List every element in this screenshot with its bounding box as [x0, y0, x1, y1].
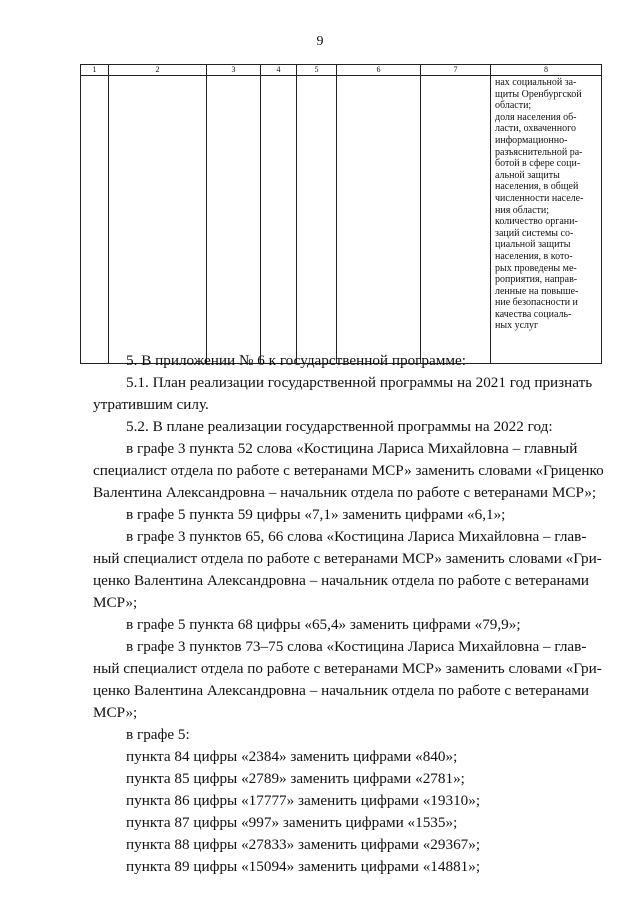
table-cell — [337, 76, 421, 364]
cell-line: роприятия, направ- — [495, 274, 578, 286]
paragraph-line: утратившим силу. — [93, 396, 209, 413]
cell-line: заций системы со- — [495, 227, 574, 239]
table-header-cell: 7 — [421, 65, 491, 76]
paragraph-line: пункта 86 цифры «17777» заменить цифрами «19310»; — [126, 792, 481, 809]
paragraph-line: специалист отдела по работе с ветеранами МСР» заменить словами «Гриценко — [93, 462, 604, 479]
cell-line: ных услуг — [495, 320, 539, 332]
paragraph-line: в графе 3 пунктов 73–75 слова «Костицина Лариса Михайловна – глав- — [126, 638, 587, 655]
paragraph-line: 5. В приложении № 6 к государственной программе: — [126, 352, 466, 369]
cell-line: альной защиты — [495, 169, 560, 181]
cell-line: населения, в кото- — [495, 250, 573, 262]
cell-line: нах социальной за- — [495, 77, 577, 88]
table-header-cell: 8 — [491, 65, 602, 76]
paragraph-line: ный специалист отдела по работе с ветеранами МСР» заменить словами «Гри- — [93, 660, 602, 677]
table-header-cell: 5 — [297, 65, 337, 76]
paragraph-line: 5.2. В плане реализации государственной программы на 2022 год: — [126, 418, 553, 435]
table-cell — [109, 76, 207, 364]
cell-line: ние безопасности и — [495, 297, 578, 309]
paragraph-line: пункта 87 цифры «997» заменить цифрами «1535»; — [126, 814, 458, 831]
page-number: 9 — [316, 34, 324, 49]
cell-line: ленные на повыше- — [495, 285, 579, 297]
paragraph-line: МСР»; — [93, 704, 138, 721]
table-cell — [81, 76, 109, 364]
table-header-cell: 1 — [81, 65, 109, 76]
table-header-cell: 4 — [261, 65, 297, 76]
cell-line: разъяснительной ра- — [495, 146, 583, 158]
paragraph-line: ценко Валентина Александровна – начальник отдела по работе с ветеранами — [93, 682, 590, 699]
paragraph-line: в графе 5: — [126, 726, 190, 743]
cell-line: рых проведены ме- — [495, 262, 577, 274]
paragraph-line: МСР»; — [93, 594, 138, 611]
cell-line: качества социаль- — [495, 308, 572, 320]
paragraph-line: в графе 5 пункта 68 цифры «65,4» заменить цифрами «79,9»; — [126, 616, 521, 633]
cell-line: доля населения об- — [495, 111, 577, 123]
paragraph-line: в графе 3 пунктов 65, 66 слова «Костицина Лариса Михайловна – глав- — [126, 528, 587, 545]
cell-line: щиты Оренбургской — [495, 88, 582, 100]
paragraph-line: пункта 85 цифры «2789» заменить цифрами «2781»; — [126, 770, 465, 787]
cell-line: ласти, охваченного — [495, 123, 576, 135]
table-cell — [207, 76, 261, 364]
paragraph-line: в графе 3 пункта 52 слова «Костицина Лариса Михайловна – главный — [126, 440, 578, 457]
appendix-table — [80, 64, 602, 364]
paragraph-line: ный специалист отдела по работе с ветеранами МСР» заменить словами «Гри- — [93, 550, 602, 567]
paragraph-line: Валентина Александровна – начальник отдела по работе с ветеранами МСР»; — [93, 484, 597, 501]
cell-line: циальной защиты — [495, 239, 571, 251]
table-cell — [261, 76, 297, 364]
paragraph-line: 5.1. План реализации государственной программы на 2021 год признать — [126, 374, 593, 391]
table-cell — [421, 76, 491, 364]
table-cell-indicators — [491, 76, 602, 364]
cell-line: численности населе- — [495, 192, 584, 204]
cell-line: ния области; — [495, 204, 550, 216]
cell-line: количество органи- — [495, 216, 578, 228]
paragraph-line: ценко Валентина Александровна – начальник отдела по работе с ветеранами — [93, 572, 590, 589]
paragraph-line: в графе 5 пункта 59 цифры «7,1» заменить цифрами «6,1»; — [126, 506, 506, 523]
cell-line: ботой в сфере соци- — [495, 158, 581, 170]
cell-line: области; — [495, 100, 532, 112]
table-header-cell: 3 — [207, 65, 261, 76]
paragraph-line: пункта 88 цифры «27833» заменить цифрами «29367»; — [126, 836, 481, 853]
table-cell — [297, 76, 337, 364]
table-row — [81, 76, 602, 364]
table-header-cell: 6 — [337, 65, 421, 76]
cell-line: информационно- — [495, 134, 568, 146]
paragraph-line: пункта 84 цифры «2384» заменить цифрами «840»; — [126, 748, 458, 765]
table-header-row — [81, 65, 602, 76]
table-header-cell: 2 — [109, 65, 207, 76]
paragraph-line: пункта 89 цифры «15094» заменить цифрами «14881»; — [126, 858, 481, 875]
cell-line: населения, в общей — [495, 181, 579, 193]
